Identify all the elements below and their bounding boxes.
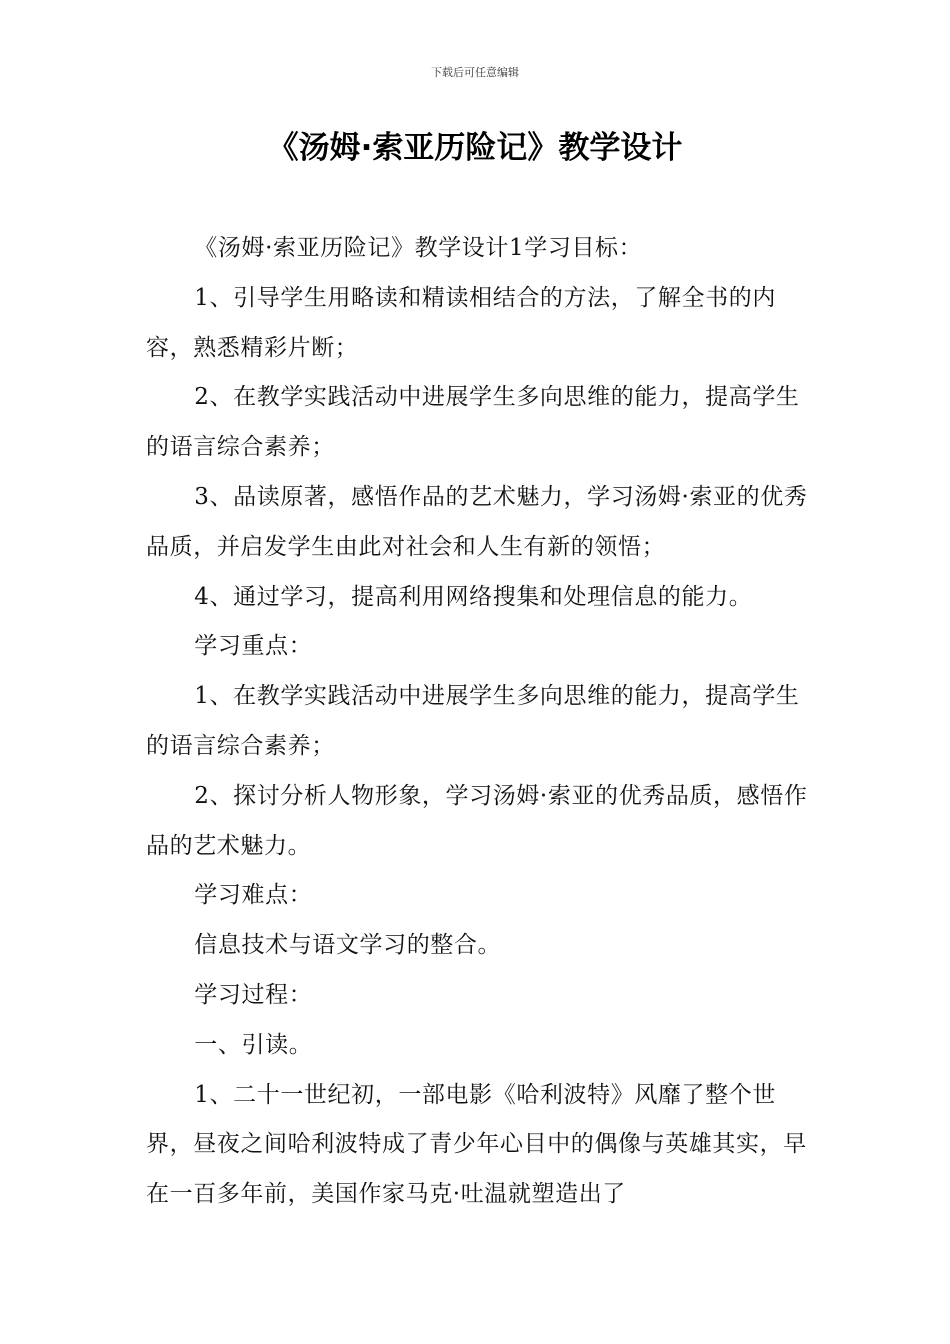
paragraph: 1、在教学实践活动中进展学生多向思维的能力，提高学生的语言综合素养； (146, 683, 800, 759)
paragraph: 2、在教学实践活动中进展学生多向思维的能力，提高学生的语言综合素养； (146, 384, 800, 461)
paragraph: 1、二十一世纪初，一部电影《哈利波特》风靡了整个世界，昼夜之间哈利波特成了青少年心目中的偶像与英雄其实，早在一百多年前，美国作家马克·吐温就塑造出了 (146, 1081, 807, 1208)
paragraph: 信息技术与语文学习的整合。 (194, 932, 502, 959)
paragraph: 1、引导学生用略读和精读相结合的方法，了解全书的内容，熟悉精彩片断； (146, 284, 776, 361)
paragraph: 3、品读原著，感悟作品的艺术魅力，学习汤姆·索亚的优秀品质，并启发学生由此对社会和人生有新的领悟； (146, 483, 808, 560)
section-heading: 学习重点： (194, 633, 313, 660)
page-header-note: 下载后可任意编辑 (431, 66, 519, 79)
paragraph: 2、探讨分析人物形象，学习汤姆·索亚的优秀品质，感悟作品的艺术魅力。 (146, 782, 808, 859)
section-heading: 学习过程： (194, 981, 313, 1008)
paragraph: 《汤姆·索亚历险记》教学设计1学习目标： (194, 235, 643, 261)
paragraph: 4、通过学习，提高利用网络搜集和处理信息的能力。 (194, 583, 753, 610)
section-heading: 学习难点： (194, 882, 313, 909)
document-title: 《汤姆·索亚历险记》教学设计 (267, 130, 683, 166)
document-body (146, 224, 810, 1220)
section-heading: 一、引读。 (194, 1031, 313, 1058)
